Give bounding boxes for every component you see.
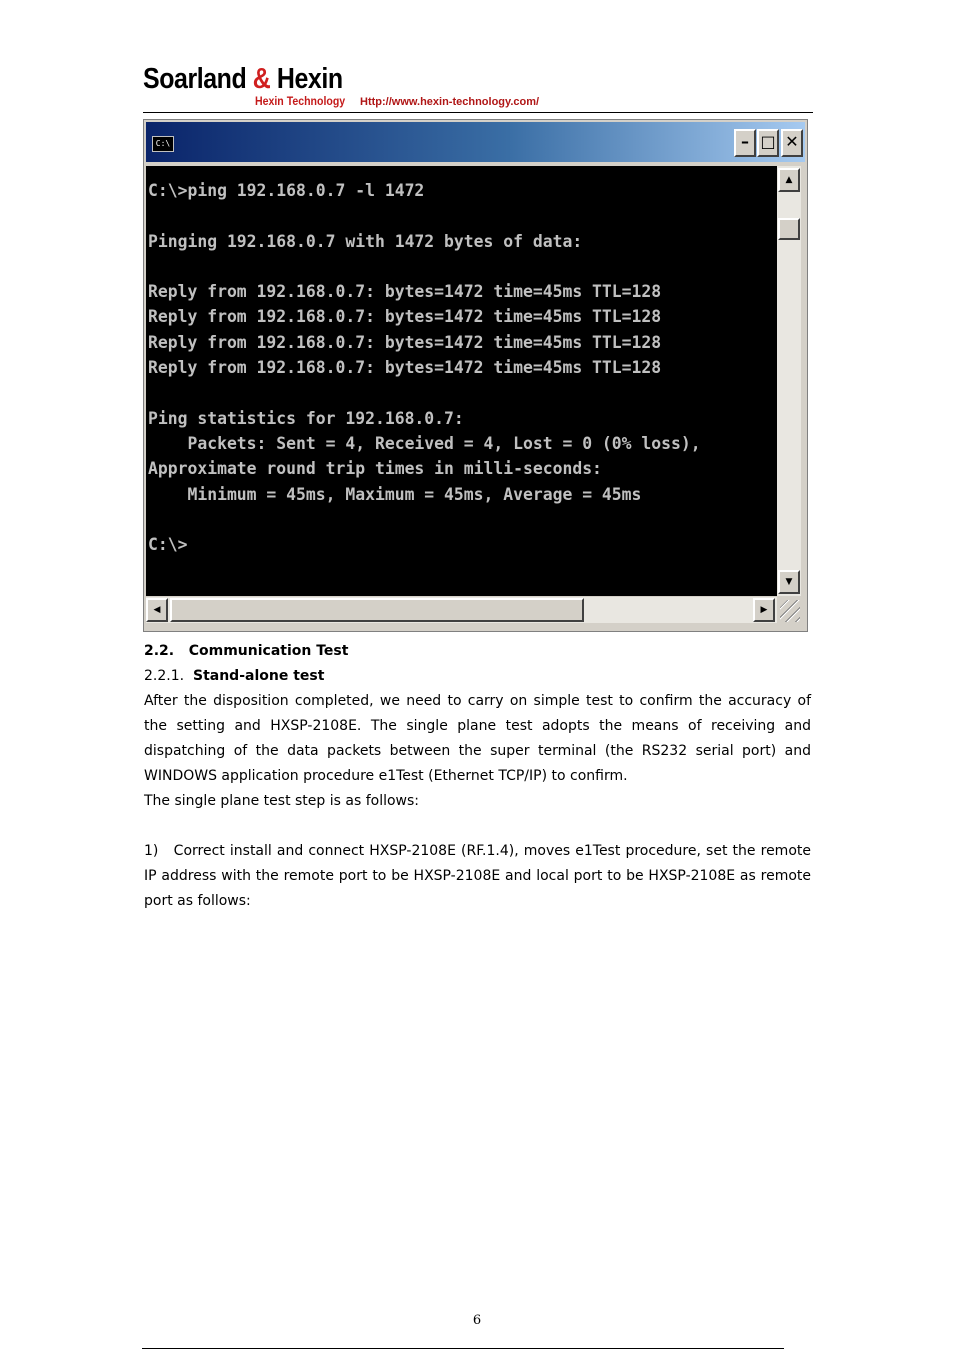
console-app-icon: C:\ <box>152 136 174 152</box>
footer-divider <box>142 1348 784 1349</box>
paragraph-intro: After the disposition completed, we need to carry on simple test to confirm the accuracy of the setting and HXSP-2108E. The single plane test adopts the means of receiving and dispatching of the data packets between the super terminal (the RS232 serial port) and WINDOWS application procedure e1Test (Ethernet TCP/IP) to confirm. <box>144 693 811 784</box>
page-header <box>143 62 813 114</box>
console-output <box>146 166 777 596</box>
company-logo: Soarland & Hexin <box>143 63 343 95</box>
vertical-scrollbar[interactable] <box>777 166 801 596</box>
vertical-scroll-thumb[interactable] <box>778 218 800 240</box>
header-divider <box>143 112 813 113</box>
logo-subtitle: Hexin Technology <box>255 94 346 108</box>
paragraph-steps-intro: The single plane test step is as follows: <box>144 793 420 809</box>
console-window <box>143 119 808 632</box>
scroll-down-icon[interactable]: ▼ <box>778 570 800 594</box>
horizontal-scrollbar[interactable] <box>146 597 777 623</box>
console-text: C:\>ping 192.168.0.7 -l 1472 Pinging 192.168.0.7 with 1472 bytes of data: Reply from 192.168.0.7: bytes=1472 time=45ms TTL=128 Reply from 192.168.0.7: bytes=1472 time=45ms TTL=128 Reply from 192.168.0.7: bytes=1472 time=45ms TTL=128 Reply from 192.168.0.7: bytes=1472 time=45ms TTL=128 Ping statistics for 192.168.0.7: Packets: Sent = 4, Received = 4, Lost = 0 (0% loss), Approximate round trip times in milli-seconds: Minimum = 45ms, Maximum = 45ms, Average = 45ms C:\> <box>148 181 701 555</box>
page-number: 6 <box>472 1313 482 1328</box>
section-heading: 2.2. Communication Test <box>144 643 349 659</box>
maximize-button[interactable]: □ <box>757 129 779 157</box>
header-url: Http://www.hexin-technology.com/ <box>360 96 540 108</box>
window-titlebar[interactable] <box>146 122 805 162</box>
horizontal-scroll-thumb[interactable] <box>170 598 584 622</box>
resize-grip-icon[interactable] <box>780 600 800 622</box>
scroll-left-icon[interactable]: ◀ <box>146 598 168 622</box>
close-button[interactable]: ✕ <box>781 129 803 157</box>
scroll-up-icon[interactable]: ▲ <box>778 168 800 192</box>
paragraph-step-1: 1) Correct install and connect HXSP-2108E (RF.1.4), moves e1Test procedure, set the remote IP address with the remote port to be HXSP-2108E and local port to be HXSP-2108E as remote port as follows: <box>144 843 816 909</box>
scroll-right-icon[interactable]: ▶ <box>753 598 775 622</box>
minimize-button[interactable]: – <box>734 129 756 157</box>
subsection-heading: 2.2.1. Stand-alone test <box>144 668 325 684</box>
